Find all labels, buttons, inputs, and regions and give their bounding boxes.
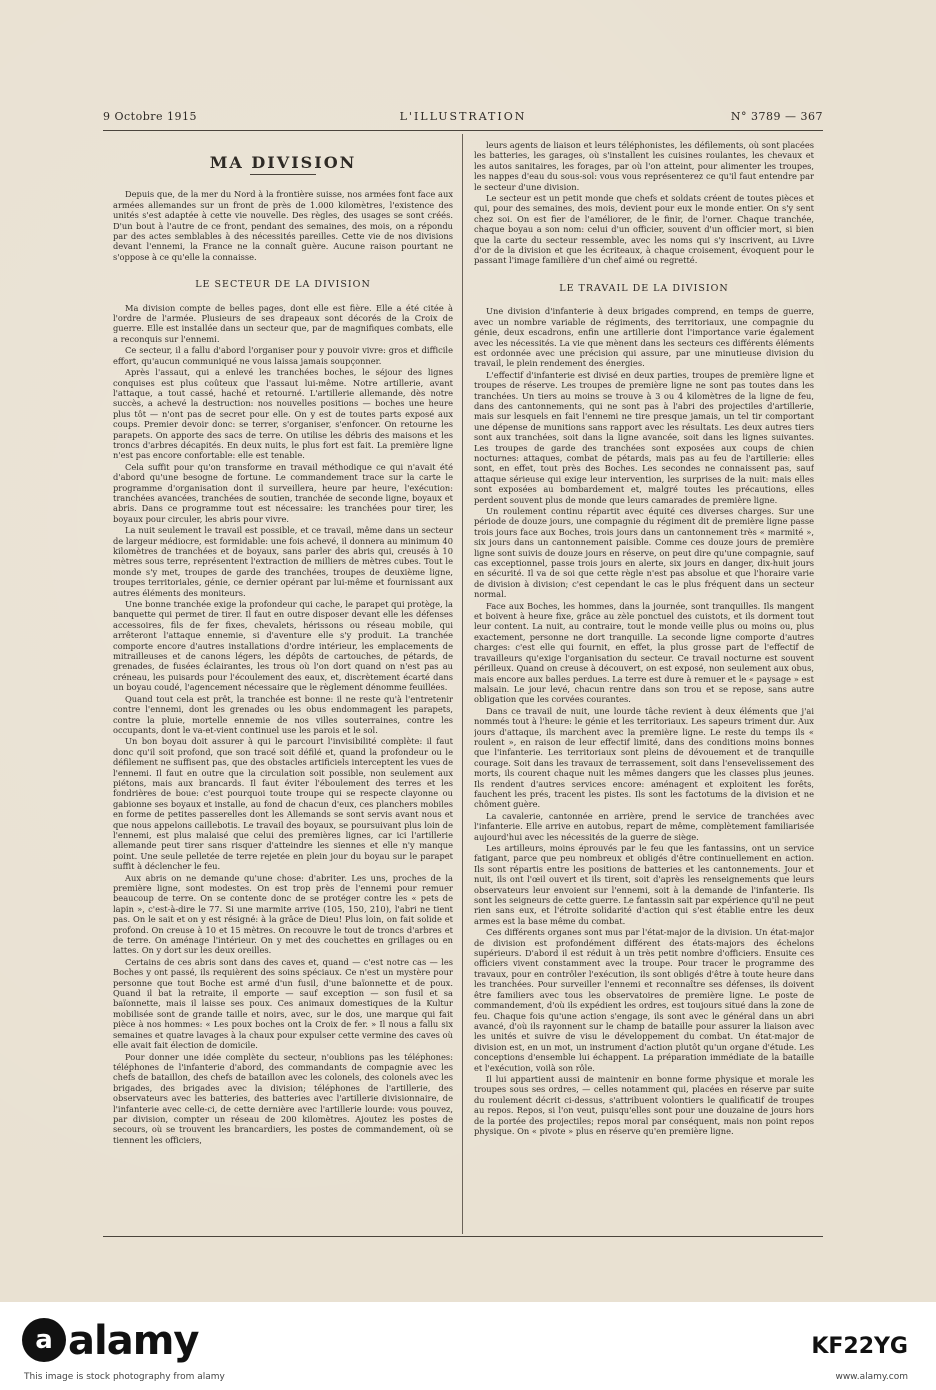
column-separator: [462, 134, 463, 1234]
article-paragraph: Ma division compte de belles pages, dont elle est fière. Elle a été citée à l'ordre de l'armée. Plusieurs de ses drapeaux sont décorés de la Croix de guerre. Elle est installée dans un secteur que, par de magnifiques combats, elle a reconquis sur l'ennemi.: [113, 302, 453, 344]
page-header: [103, 106, 823, 126]
article-paragraph: Cela suffit pour qu'on transforme en travail méthodique ce qui n'avait été d'abord qu'une besogne de fortune. Le commandement trace sur la carte le programme d'organisation dont il surveillera, heure par heure, l'exécution: tranchées avancées, tranchées de soutien, tranchée de seconde ligne, boyaux et abris. Dans ce programme tout est nécessaire: les tranchées pour tirer, les boyaux pour circuler, les abris pour vivre.: [113, 461, 453, 524]
issue-date: 9 Octobre 1915: [103, 110, 198, 123]
right-top-paragraphs: [474, 140, 814, 266]
intro-paragraph: Depuis que, de la mer du Nord à la frontière suisse, nos armées font face aux armées allemandes sur un front de près de 1.000 kilomètres, l'existence des unités s'est adaptée à cette vie nouvelle. Des règles, des usages se sont créés. D'un bout à l'autre de ce front, pendant des semaines, des mois, on a répondu par des actes semblables à des nécessités pareilles. Cette vie de nos divisions devant l'ennemi, la France ne la connaît guère. Aucune raison pourtant ne s'oppose à ce qu'elle la connaisse.: [113, 189, 453, 262]
section-title-travail: LE TRAVAIL DE LA DIVISION: [559, 282, 729, 294]
watermark-site: www.alamy.com: [835, 1372, 908, 1382]
article-paragraph: Certains de ces abris sont dans des caves et, quand — c'est notre cas — les Boches y ont passé, ils requièrent des soins spéciaux. Ce n'est un mystère pour personne que tout Boche est armé d'un fusil, d'une baïonnette et de poux. Quand il bat la retraite, il emporte — sauf exception — son fusil et sa baïonnette, mais il laisse ses poux. Ces animaux domestiques de la Kultur mobilisée sont de grande taille et noirs, avec, sur le dos, une marque qui fait pièce à nos hommes: « Les poux boches ont la Croix de fer. » Il nous a fallu six semaines et quatre lavages à la chaux pour expulser cette vermine des caves où elle avait fait élection de domicile.: [113, 956, 453, 1051]
left-paragraphs: [113, 303, 453, 1146]
left-column: [113, 140, 453, 1230]
article-paragraph: Il lui appartient aussi de maintenir en bonne forme physique et morale les troupes sous ses ordres, — celles notamment qui, placées en réserve par suite du roulement décrit ci-dessus, s'attribuent volontiers le qualificatif de troupes au repos. Repos, si l'on veut, puisqu'elles sont pour une douzaine de jours hors de la portée des projectiles; repos moral par conséquent, mais non point repos physique. On « pivote » plus en réserve qu'en première ligne.: [474, 1073, 814, 1136]
article-paragraph: Une division d'infanterie à deux brigades comprend, en temps de guerre, avec un nombre variable de régiments, des territoriaux, une compagnie du génie, deux escadrons, enfin une artillerie dont l'importance varie également avec les nécessités. La vie que mènent dans les secteurs ces différents éléments est ordonnée avec une précision qui assure, par une minutieuse division du travail, le plein rendement des énergies.: [474, 306, 814, 369]
article-paragraph: Ces différents organes sont mus par l'état-major de la division. Un état-major de division est profondément différent des états-majors des échelons supérieurs. D'abord il est réduit à un très petit nombre d'officiers. Ensuite ces officiers vivent constamment avec la troupe. Pour tracer le programme des travaux, pour en contrôler l'exécution, ils sont obligés d'être à toute heure dans les tranchées. Pour surveiller l'ennemi et reconnaître ses défenses, ils doivent être familiers avec tous les observatoires de première ligne. Le poste de commandement, d'où ils expédient les ordres, est toujours situé dans la zone de feu. Chaque fois qu'une action s'engage, ils sont avec le général dans un abri avancé, d'où ils rayonnent sur le champ de bataille pour assurer la liaison avec les unités et suivre de visu le développement du combat. Un état-major de division est, en un mot, un instrument d'action plutôt qu'un organe d'étude. Les conceptions d'ensemble lui échappent. La préparation immédiate de la bataille et l'exécution, voilà son rôle.: [474, 927, 814, 1073]
svg-text:a: a: [35, 1325, 53, 1355]
article-paragraph: Les artilleurs, moins éprouvés par le feu que les fantassins, ont un service fatigant, parce que peu nombreux et obligés d'être continuellement en action. Ils sont répartis entre les positions de batteries et les cantonnements. Jour et nuit, ils ont l'œil ouvert et ils tirent, soit d'après les renseignements que leurs observateurs leur envoient sur l'ennemi, soit à la demande de l'infanterie. Ils sont les seigneurs de cette guerre. Le fantassin sait par expérience qu'il ne peut rien sans eux, et l'étroite solidarité d'action qui s'est établie entre les deux armes est la base même du combat.: [474, 843, 814, 926]
article-paragraph: Ce secteur, il a fallu d'abord l'organiser pour y pouvoir vivre: gros et difficile effort, qu'aucun communiqué ne vous laissa jamais soupçonner.: [113, 345, 453, 366]
article-paragraph: Après l'assaut, qui a enlevé les tranchées boches, le séjour des lignes conquises est plus coûteux que l'assaut lui-même. Notre artillerie, avant l'attaque, a tout cassé, haché et retourné. L'artillerie allemande, dès notre succès, a achevé la destruction: nos nouvelles positions — boches une heure plus tôt — n'ont pas de secret pour elle. On y est de toutes parts exposé aux coups. Premier devoir donc: se terrer, s'organiser, s'enfoncer. On retourne les parapets. On apporte des sacs de terre. On utilise les débris des maisons et les troncs d'arbres décapités. En deux nuits, le plus fort est fait. La première ligne n'est pas encore confortable: elle est tenable.: [113, 367, 453, 461]
article-paragraph: leurs agents de liaison et leurs téléphonistes, les défilements, où sont placées les batteries, les garages, où s'installent les cuisines roulantes, les chevaux et les autos sanitaires, les forages, par où l'on atteint, pour alimenter les troupes, les nappes d'eau du sous-sol: vous vous représenterez ce qu'il faut entendre par le secteur d'une division.: [474, 140, 814, 192]
article-paragraph: Une bonne tranchée exige la profondeur qui cache, le parapet qui protège, la banquette qui permet de tirer. Il faut en outre disposer devant elle les défenses accessoires, fils de fer fixes, chevalets, hérissons ou réseau mobile, qui arrêteront l'attaque ennemie, si d'aventure elle s'y produit. La tranchée comporte encore d'autres installations d'ordre intérieur, les emplacements de mitrailleuses et de canons légers, les dépôts de cartouches, de pétards, de grenades, de fusées éclairantes, les trous où l'on dort quand on n'est pas au créneau, les puisards pour l'écoulement des eaux, et, discrètement écarté dans un boyau coudé, l'agencement nécessaire que le règlement dénomme feuillées.: [113, 599, 453, 693]
article-title: MA DIVISION: [209, 153, 357, 172]
header-rule: [103, 130, 823, 131]
article-paragraph: Quand tout cela est prêt, la tranchée est bonne: il ne reste qu'à l'entretenir contre l'ennemi, dont les grenades ou les obus endommagent les parapets, contre la pluie, mortelle ennemie de nos villes souterraines, contre les occupants, dont le va-et-vient continuel use les parois et le sol.: [113, 693, 453, 735]
watermark-caption: This image is stock photography from alamy: [24, 1372, 225, 1382]
footer-rule: [103, 1236, 823, 1237]
watermark-brand: alamy: [68, 1318, 199, 1364]
watermark-image-id: KF22YG: [811, 1334, 908, 1359]
article-paragraph: L'effectif d'infanterie est divisé en deux parties, troupes de première ligne et troupes de réserve. Les troupes de première ligne ne sont pas toutes dans les tranchées. Un tiers au moins se trouve à 3 ou 4 kilomètres de la ligne de feu, dans des cantonnements, qui ne sont pas à l'abri des projectiles d'artillerie, mais sur lesquels en fait l'ennemi ne tire presque jamais, un tel tir comportant une dépense de munitions sans rapport avec les résultats. Les deux autres tiers sont aux tranchées, soit dans la ligne avancée, soit dans les lignes suivantes. Les troupes de garde des tranchées sont exposées aux coups de chien nocturnes: attaques, combat de pétards, mais pas au feu de l'artillerie: elles sont, en effet, tout près des Boches. Les secondes ne connaissent pas, sauf attaque sérieuse qui exige leur intervention, les surprises de la nuit: mais elles sont exposées au bombardement et, malgré toutes les précautions, elles perdent souvent plus de monde que leurs camarades de première ligne.: [474, 369, 814, 505]
article-paragraph: Face aux Boches, les hommes, dans la journée, sont tranquilles. Ils mangent et boivent à heure fixe, grâce au zèle ponctuel des cuistots, et ils dorment tout leur content. La nuit, au contraire, tout le monde veille plus ou moins ou, plus exactement, personne ne dort tranquille. La seconde ligne comporte d'autres charges: c'est elle qui fournit, en effet, la plus grosse part de l'effectif de travailleurs qu'exige l'organisation du secteur. Ce travail nocturne est souvent périlleux. Quand on creuse à découvert, on est exposé, non seulement aux obus, mais encore aux balles perdues. La terre est dure à remuer et le « paysage » est malsain. Le jour levé, chacun rentre dans son trou et se repose, sans autre obligation que les corvées courantes.: [474, 600, 814, 705]
right-column: [474, 140, 814, 1230]
publication-title: L'ILLUSTRATION: [399, 110, 527, 123]
article-paragraph: Un roulement continu répartit avec équité ces diverses charges. Sur une période de douze jours, une compagnie du régiment dit de première ligne passe trois jours face aux Boches, trois jours dans un cantonnement très « marmité », six jours dans un cantonnement paisible. Comme ces douze jours de première ligne sont suivis de douze jours en réserve, on peut dire qu'une compagnie, sauf cas exceptionnel, passe trois jours en alerte, six jours en danger, dix-huit jours en sécurité. Il va de soi que cette règle n'est pas absolue et que l'horaire varie de division à division; c'est cependant le cas le plus fréquent dans un secteur normal.: [474, 506, 814, 600]
article-paragraph: Un bon boyau doit assurer à qui le parcourt l'invisibilité complète: il faut donc qu'il soit profond, que son tracé soit défilé et, quand la profondeur ou le défilement ne suffisent pas, que des obstacles artificiels interceptent les vues de l'ennemi. Il faut en outre que la circulation soit possible, non seulement aux piétons, mais aux brancards. Il faut éviter l'éboulement des terres et les fondrières de boue: c'est pourquoi toute troupe qui se respecte clayonne ou gabionne ses boyaux et installe, au fond de chacun d'eux, ces planchers mobiles en forme de petites passerelles dont les Allemands se sont servis avant nous et que nous appelons caillebotis. Le travail des boyaux, se poursuivant plus loin de l'ennemi, est plus malaisé que celui des premières lignes, car ici l'artillerie allemande peut tirer sans risquer d'atteindre les siennes et elle n'y manque point. Une seule pelletée de terre rejetée en plein jour du boyau sur le parapet suffit à déclencher le feu.: [113, 736, 453, 872]
article-paragraph: La nuit seulement le travail est possible, et ce travail, même dans un secteur de largeur médiocre, est formidable: une fois achevé, il donnera au minimum 40 kilomètres de tranchées et de boyaux, sans parler des abris qui, creusés à 10 mètres sous terre, représentent l'extraction de milliers de mètres cubes. Tout le monde s'y met, troupes de garde des tranchées, troupes de deuxième ligne, troupes territoriales, génie, ce dernier opérant par lui-même et fournissant aux autres éléments des moniteurs.: [113, 525, 453, 598]
issue-number: N° 3789 — 367: [730, 110, 823, 123]
alamy-logo-icon: [20, 1316, 68, 1364]
right-paragraphs: [474, 306, 814, 1136]
article-paragraph: Pour donner une idée complète du secteur, n'oublions pas les téléphones: téléphones de l'infanterie d'abord, des commandants de compagnie avec les chefs de bataillon, des chefs de bataillon avec les colonels, des colonels avec les brigades, des brigades avec la division; téléphones de l'artillerie, des observateurs avec les batteries, des batteries avec l'artillerie divisionnaire, de l'infanterie avec celle-ci, de cette dernière avec l'artillerie lourde: vous pouvez, par division, compter un réseau de 200 kilomètres. Ajoutez les postes de secours, où se trouvent les brancardiers, les postes de commandement, où se tiennent les officiers,: [113, 1051, 453, 1145]
article-paragraph: Aux abris on ne demande qu'une chose: d'abriter. Les uns, proches de la première ligne, sont modestes. On est trop près de l'ennemi pour remuer beaucoup de terre. On se contente donc de se protéger contre les « pets de lapin », c'est-à-dire le 77. Si une marmite arrive (105, 150, 210), l'abri ne tient pas. On le sait et on y est résigné: à la grâce de Dieu! Plus loin, on fait solide et profond. On creuse à 10 et 15 mètres. On recouvre le tout de troncs d'arbres et de terre. On aménage l'intérieur. On y met des couchettes en grillages ou en lattes. On y dort sur les deux oreilles.: [113, 872, 453, 956]
article-paragraph: Dans ce travail de nuit, une lourde tâche revient à deux éléments que j'ai nommés tout à l'heure: le génie et les territoriaux. Les sapeurs triment dur. Aux jours d'attaque, ils marchent avec la première ligne. Le reste du temps ils « roulent », en raison de leur effectif limité, dans des conditions moins bonnes que l'infanterie. Les territoriaux sont pleins de dévouement et de tranquille courage. Soit dans les travaux de terrassement, soit dans l'ensevelissement des morts, ils courent chaque nuit les mêmes dangers que les classes plus jeunes. Ils rendent d'autres services encore: aménagent et exploitent les forêts, fauchent les prés, tracent les pistes. Ils sont les factotums de la division et ne chôment guère.: [474, 705, 814, 810]
article-paragraph: La cavalerie, cantonnée en arrière, prend le service de tranchées avec l'infanterie. Elle arrive en autobus, repart de même, complètement familiarisée aujourd'hui avec les nécessités de la guerre de siège.: [474, 810, 814, 842]
article-paragraph: Le secteur est un petit monde que chefs et soldats créent de toutes pièces et qui, pour des semaines, des mois, devient pour eux le monde entier. On s'y sent chez soi. On est fier de l'améliorer, de le finir, de l'orner. Chaque tranchée, chaque boyau a son nom: celui d'un officier, souvent d'un officier mort, si bien que la carte du secteur ressemble, avec les noms qui s'y inscrivent, au Livre d'or de la division et que les écriteaux, à chaque croisement, évoquent pour le passant l'image familière d'un chef aimé ou regretté.: [474, 193, 814, 266]
section-title-secteur: LE SECTEUR DE LA DIVISION: [195, 279, 371, 291]
title-rule: [250, 174, 316, 175]
